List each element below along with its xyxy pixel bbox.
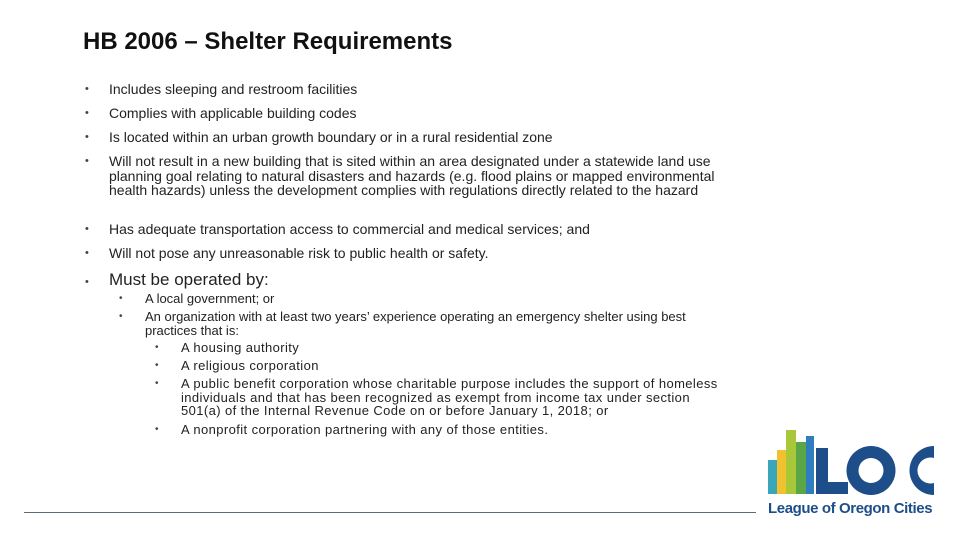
bullet-icon: • (85, 276, 89, 288)
logo-letters (816, 446, 934, 495)
list-item: • Has adequate transportation access to commercial and medical services; and (85, 221, 590, 237)
bullet-icon: • (85, 83, 89, 95)
slide-title: HB 2006 – Shelter Requirements (83, 28, 453, 55)
logo-bar-yellow (777, 450, 786, 494)
logo-letter-c (909, 446, 934, 495)
logo-bar-teal (768, 460, 777, 494)
list-item: • A local government; or (119, 291, 275, 306)
list-item: • Complies with applicable building codes (85, 105, 357, 121)
logo-letter-l (816, 448, 848, 494)
logo-bar-lightgreen (786, 430, 796, 494)
list-item: • Is located within an urban growth boundary or in a rural residential zone (85, 129, 553, 145)
bullet-icon: • (155, 342, 159, 353)
bullet-icon: • (85, 131, 89, 143)
list-item: • Will not result in a new building that is sited within an area designated under a statewide land use planning goal relating to natural disasters and hazards (e.g. flood plains or mapped environmental health hazards) unless the development complies with regulations directly related to the hazard (85, 153, 715, 198)
bullet-icon: • (119, 311, 123, 322)
bullet-icon: • (85, 223, 89, 235)
bullet-icon: • (85, 155, 89, 167)
bullet-icon: • (119, 293, 123, 304)
list-item: • A public benefit corporation whose charitable purpose includes the support of homeless individuals and that has been recognized as exempt from income tax under section 501(a) of the Internal Revenue Code on or before January 1, 2018; or (155, 376, 718, 418)
list-item: • An organization with at least two years’ experience operating an emergency shelter using best practices that is: (119, 309, 686, 338)
bullet-icon: • (155, 378, 159, 389)
list-item: • A religious corporation (155, 358, 319, 373)
operated-by-heading: • Must be operated by: (109, 270, 509, 289)
list-item: • A nonprofit corporation partnering with any of those entities. (155, 422, 549, 437)
bullet-icon: • (155, 360, 159, 371)
logo-bar-green (796, 442, 806, 494)
list-item: • Will not pose any unreasonable risk to public health or safety. (85, 245, 489, 261)
bullet-icon: • (85, 107, 89, 119)
logo-letter-o (846, 446, 895, 495)
bullet-icon: • (85, 247, 89, 259)
logo-caption: League of Oregon Cities (768, 500, 933, 517)
bullet-icon: • (155, 424, 159, 435)
list-item: • A housing authority (155, 340, 300, 355)
logo-bar-blue (806, 436, 814, 494)
list-item: • Includes sleeping and restroom facilities (85, 81, 358, 97)
footer-divider (24, 512, 756, 513)
